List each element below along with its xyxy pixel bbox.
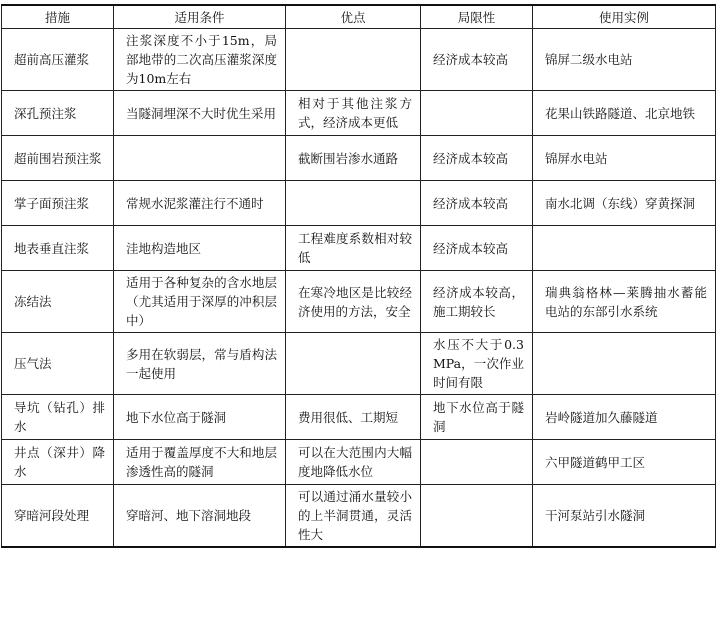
cell-examples xyxy=(533,333,716,395)
table-row xyxy=(2,136,716,181)
cell-measure: 超前高压灌浆 xyxy=(2,29,114,91)
cell-examples: 花果山铁路隧道、北京地铁 xyxy=(533,91,716,136)
cell-advantages: 相对于其他注浆方式，经济成本更低 xyxy=(286,91,421,136)
cell-conditions xyxy=(114,136,286,181)
cell-examples: 六甲隧道鹤甲工区 xyxy=(533,440,716,485)
header-advantages: 优点 xyxy=(286,5,421,29)
table-row xyxy=(2,181,716,226)
cell-measure: 导坑（钻孔）排水 xyxy=(2,395,114,440)
header-examples: 使用实例 xyxy=(533,5,716,29)
cell-measure: 穿暗河段处理 xyxy=(2,485,114,548)
cell-advantages: 截断围岩渗水通路 xyxy=(286,136,421,181)
header-conditions: 适用条件 xyxy=(114,5,286,29)
cell-advantages xyxy=(286,181,421,226)
header-limitations: 局限性 xyxy=(421,5,533,29)
cell-limitations xyxy=(421,440,533,485)
cell-conditions: 注浆深度不小于15m，局部地带的二次高压灌浆深度为10m左右 xyxy=(114,29,286,91)
cell-limitations: 水压不大于0.3MPa，一次作业时间有限 xyxy=(421,333,533,395)
cell-examples: 岩岭隧道加久藤隧道 xyxy=(533,395,716,440)
cell-measure: 掌子面预注浆 xyxy=(2,181,114,226)
table-row xyxy=(2,440,716,485)
cell-examples xyxy=(533,226,716,271)
cell-measure: 深孔预注浆 xyxy=(2,91,114,136)
cell-conditions: 地下水位高于隧洞 xyxy=(114,395,286,440)
cell-conditions: 多用在软弱层，常与盾构法一起使用 xyxy=(114,333,286,395)
cell-advantages: 在寒冷地区是比较经济使用的方法，安全 xyxy=(286,271,421,333)
table-row xyxy=(2,91,716,136)
cell-measure: 地表垂直注浆 xyxy=(2,226,114,271)
cell-examples: 锦屏二级水电站 xyxy=(533,29,716,91)
cell-examples: 瑞典翁格林—莱腾抽水蓄能电站的东部引水系统 xyxy=(533,271,716,333)
table-row xyxy=(2,271,716,333)
cell-conditions: 适用于覆盖厚度不大和地层渗透性高的隧洞 xyxy=(114,440,286,485)
measures-table xyxy=(1,4,716,548)
cell-limitations: 经济成本较高 xyxy=(421,226,533,271)
cell-examples: 干河泵站引水隧洞 xyxy=(533,485,716,548)
cell-advantages: 可以在大范围内大幅度地降低水位 xyxy=(286,440,421,485)
cell-advantages: 可以通过涌水量较小的上半洞贯通，灵活性大 xyxy=(286,485,421,548)
cell-measure: 压气法 xyxy=(2,333,114,395)
cell-advantages xyxy=(286,29,421,91)
table-row xyxy=(2,485,716,548)
cell-limitations: 经济成本较高，施工期较长 xyxy=(421,271,533,333)
cell-advantages: 工程难度系数相对较低 xyxy=(286,226,421,271)
table-row xyxy=(2,333,716,395)
cell-conditions: 常规水泥浆灌注行不通时 xyxy=(114,181,286,226)
cell-conditions: 洼地构造地区 xyxy=(114,226,286,271)
cell-limitations xyxy=(421,485,533,548)
cell-limitations: 经济成本较高 xyxy=(421,136,533,181)
cell-advantages: 费用很低、工期短 xyxy=(286,395,421,440)
table-row xyxy=(2,395,716,440)
table-row xyxy=(2,29,716,91)
cell-examples: 锦屏水电站 xyxy=(533,136,716,181)
cell-limitations: 经济成本较高 xyxy=(421,181,533,226)
cell-measure: 井点（深井）降水 xyxy=(2,440,114,485)
cell-limitations: 地下水位高于隧洞 xyxy=(421,395,533,440)
cell-measure: 冻结法 xyxy=(2,271,114,333)
cell-limitations: 经济成本较高 xyxy=(421,29,533,91)
cell-advantages xyxy=(286,333,421,395)
table-row xyxy=(2,226,716,271)
cell-limitations xyxy=(421,91,533,136)
cell-conditions: 适用于各种复杂的含水地层（尤其适用于深厚的冲积层中） xyxy=(114,271,286,333)
header-measure: 措施 xyxy=(2,5,114,29)
cell-conditions: 当隧洞埋深不大时优生采用 xyxy=(114,91,286,136)
cell-conditions: 穿暗河、地下溶洞地段 xyxy=(114,485,286,548)
cell-examples: 南水北调（东线）穿黄探洞 xyxy=(533,181,716,226)
cell-measure: 超前围岩预注浆 xyxy=(2,136,114,181)
header-row xyxy=(2,5,716,29)
